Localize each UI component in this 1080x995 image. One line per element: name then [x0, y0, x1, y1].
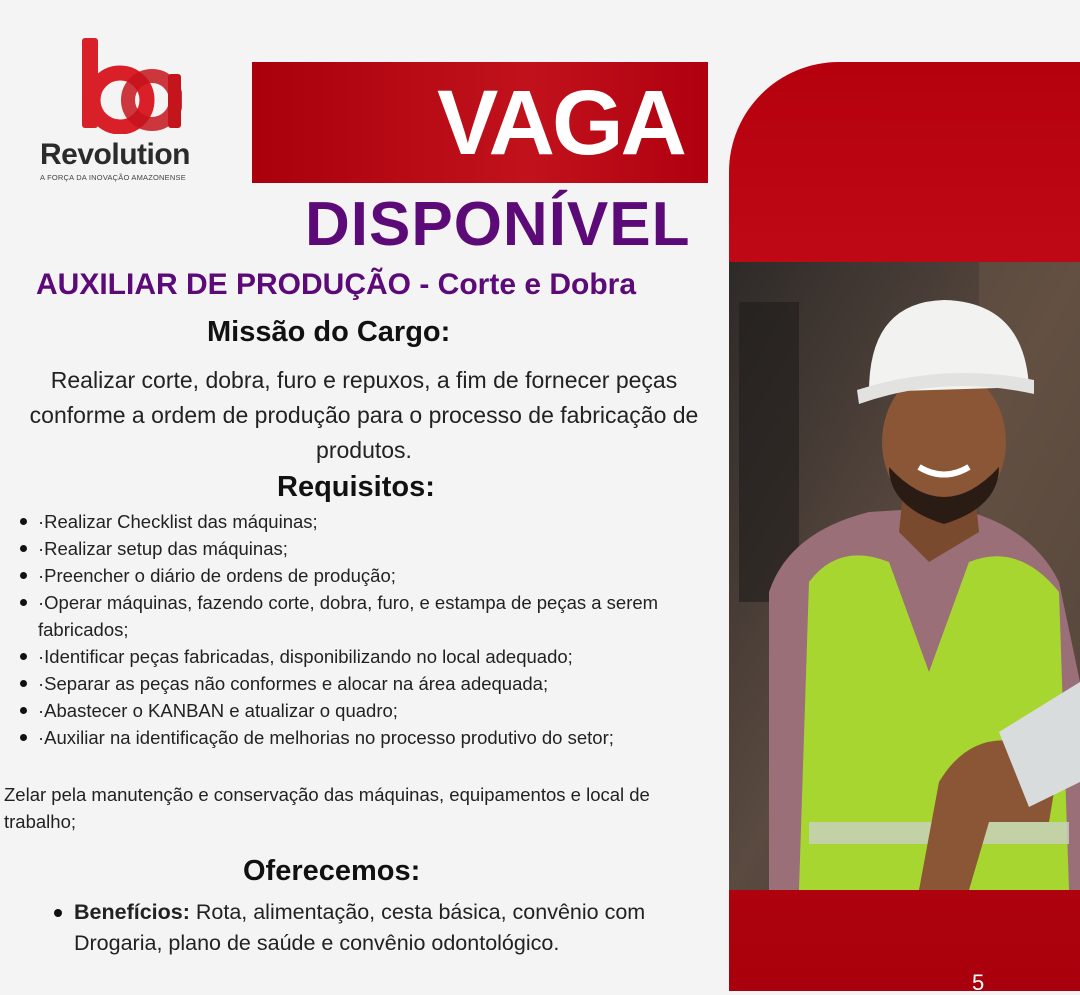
- page-number: 5: [972, 970, 985, 995]
- requirement-item: ·Separar as peças não conformes e alocar na área adequada;: [18, 670, 718, 697]
- requirements-list: [18, 508, 718, 751]
- offer-item: [52, 897, 702, 959]
- vaga-banner: [252, 62, 708, 183]
- requirement-item: ·Operar máquinas, fazendo corte, dobra, furo, e estampa de peças a serem fabricados;: [18, 589, 718, 643]
- vaga-heading: VAGA: [437, 72, 684, 174]
- offer-label: Benefícios:: [74, 900, 190, 924]
- worker-photo: [729, 262, 1080, 890]
- ba-logo-icon: [78, 36, 182, 134]
- offers-list: [52, 897, 702, 959]
- offer-text: Rota, alimentação, cesta básica, convênio com Drogaria, plano de saúde e convênio odontológico.: [74, 900, 646, 955]
- mission-text: Realizar corte, dobra, furo e repuxos, a fim de fornecer peças conforme a ordem de produção para o processo de fabricação de produtos.: [29, 367, 699, 463]
- brand-name: Revolution: [40, 138, 190, 171]
- disponivel-heading: DISPONÍVEL: [305, 190, 691, 259]
- worker-illustration-icon: [729, 262, 1080, 890]
- requirement-item: ·Auxiliar na identificação de melhorias no processo produtivo do setor;: [18, 724, 718, 751]
- requirements-heading: Requisitos:: [277, 471, 435, 503]
- requirement-item: ·Realizar setup das máquinas;: [18, 535, 718, 562]
- requirement-item: ·Abastecer o KANBAN e atualizar o quadro;: [18, 697, 718, 724]
- requirement-extra: Zelar pela manutenção e conservação das máquinas, equipamentos e local de trabalho;: [4, 784, 650, 832]
- requirement-item: ·Realizar Checklist das máquinas;: [18, 508, 718, 535]
- brand-logo: [40, 36, 220, 186]
- mission-heading: Missão do Cargo:: [207, 316, 451, 348]
- requirement-item: ·Identificar peças fabricadas, disponibilizando no local adequado;: [18, 643, 718, 670]
- offers-heading: Oferecemos:: [243, 855, 421, 887]
- requirement-item: ·Preencher o diário de ordens de produção;: [18, 562, 718, 589]
- brand-tagline: A FORÇA DA INOVAÇÃO AMAZONENSE: [40, 173, 186, 182]
- job-title: AUXILIAR DE PRODUÇÃO - Corte e Dobra: [36, 268, 637, 301]
